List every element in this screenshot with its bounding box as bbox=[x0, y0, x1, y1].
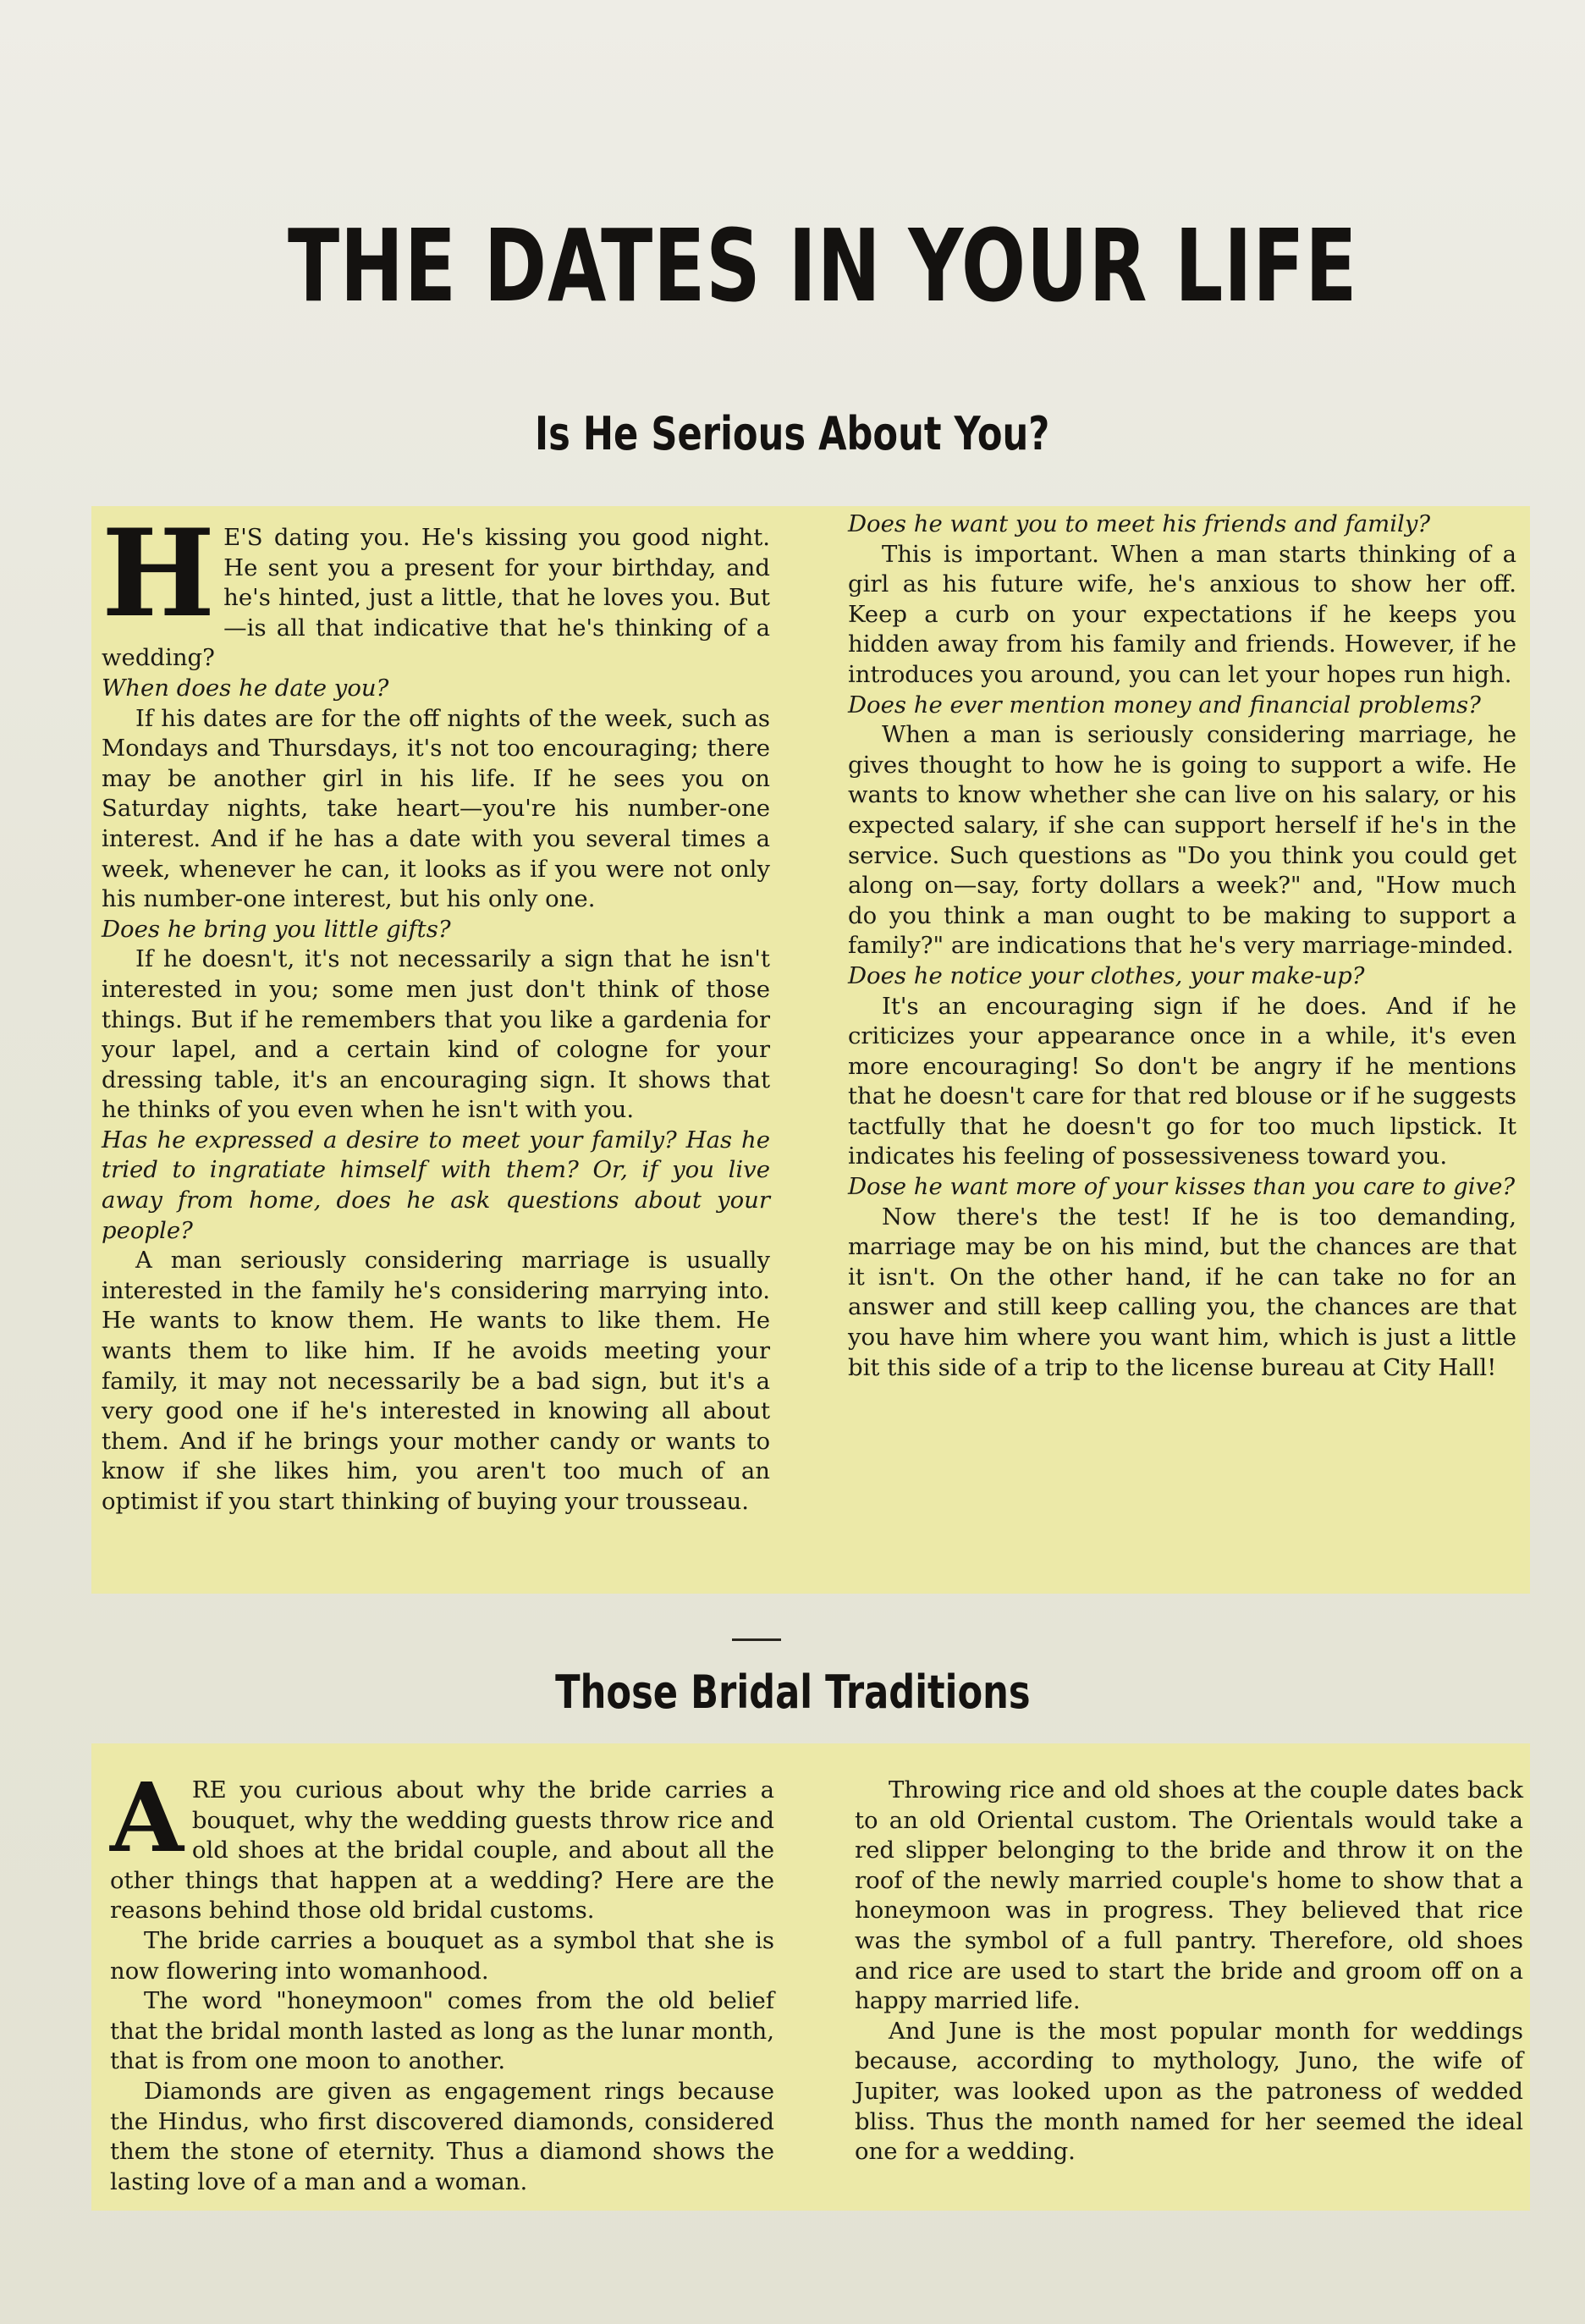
drop-cap: H bbox=[102, 504, 216, 644]
article-2-column-left bbox=[110, 1763, 774, 2197]
paragraph: The bride carries a bouquet as a symbol that she is now flowering into womanhood. bbox=[110, 1926, 774, 1985]
paragraph: Throwing rice and old shoes at the couple dates back to an old Oriental custom. The Orientals would take a red slipper belonging to the bride and throw it on the roof of the newly married couple's home to show that a honeymoon was in progress. They believed that rice was the symbol of a full pantry. Therefore, old shoes and rice are used to start the bride and groom off on a happy married life. bbox=[855, 1776, 1523, 2015]
paragraph: Diamonds are given as engagement rings because the Hindus, who first discovered diamonds, considered them the stone of eternity. Thus a diamond shows the lasting love of a man and a woman. bbox=[110, 2077, 774, 2195]
paragraph: If his dates are for the off nights of the week, such as Mondays and Thursdays, it's not too encouraging; there may be another girl in his life. If he sees you on Saturday nights, take heart—you're his number-one interest. And if he has a date with you several times a week, whenever he can, it looks as if you were not only his number-one interest, but his only one. bbox=[102, 704, 770, 913]
paragraph: And June is the most popular month for weddings because, according to mythology, Juno, the wife of Jupiter, was looked upon as the patroness of wedded bliss. Thus the month named for her seemed the ideal one for a wedding. bbox=[855, 2017, 1523, 2166]
section-divider bbox=[732, 1638, 781, 1641]
question-heading: Does he ever mention money and financial problems? bbox=[848, 691, 1481, 719]
question-heading: When does he date you? bbox=[102, 674, 389, 702]
question-heading: Has he expressed a desire to meet your family? Has he tried to ingratiate himself with them? Or, if you live away from home, does he ask questions about your people? bbox=[102, 1126, 770, 1244]
article-2-title: Those Bridal Traditions bbox=[554, 1666, 1031, 1719]
paragraph: It's an encouraging sign if he does. And if he criticizes your appearance once in a while, it's even more encouraging! So don't be angry if he mentions that he doesn't care for that red blouse or if he suggests tactfully that he doesn't go for too much lipstick. It indicates his feeling of possessiveness toward you. bbox=[848, 992, 1516, 1170]
article-1-column-left bbox=[102, 504, 770, 1517]
article-2-intro: ARE you curious about why the bride carries a bouquet, why the wedding guests throw rice and old shoes at the bridal couple, and about all the other things that happen at a wedding? Here are the reasons behind those old bridal customs. bbox=[110, 1763, 774, 1925]
paragraph: The word "honeymoon" comes from the old belief that the bridal month lasted as long as the lunar month, that is from one moon to another. bbox=[110, 1987, 774, 2075]
page-title: THE DATES IN YOUR LIFE bbox=[288, 207, 1358, 324]
question-heading: Dose he want more of your kisses than you care to give? bbox=[848, 1173, 1516, 1201]
article-1-title: Is He Serious About You? bbox=[535, 407, 1050, 460]
question-heading: Does he want you to meet his friends and family? bbox=[848, 510, 1431, 537]
paragraph: A man seriously considering marriage is usually interested in the family he's considering marrying into. He wants to know them. He wants to like them. He wants them to like him. If he avoids meeting your family, it may not necessarily be a bad sign, but it's a very good one if he's interested in knowing all about them. And if he brings your mother candy or wants to know if she likes him, you aren't too much of an optimist if you start thinking of buying your trousseau. bbox=[102, 1247, 770, 1515]
drop-cap: A bbox=[110, 1763, 184, 1874]
article-2-column-right bbox=[855, 1776, 1523, 2167]
question-heading: Does he bring you little gifts? bbox=[102, 915, 451, 943]
question-heading: Does he notice your clothes, your make-up? bbox=[848, 961, 1365, 989]
paragraph: Now there's the test! If he is too demanding, marriage may be on his mind, but the chances are that it isn't. On the other hand, if he can take no for an answer and still keep calling you, the chances are that you have him where you want him, which is just a little bit this side of a trip to the license bureau at City Hall! bbox=[848, 1203, 1516, 1381]
article-1-intro: H E'S dating you. He's kissing you good night. He sent you a present for your birthday, and he's hinted, just a little, that he loves you. But—is all that indicative that he's thinking of a wedding? bbox=[102, 504, 770, 672]
paragraph: When a man is seriously considering marriage, he gives thought to how he is going to support a wife. He wants to know whether she can live on his salary, or his expected salary, if she can support herself if he's in the service. Such questions as "Do you think you could get along on—say, forty dollars a week?" and, "How much do you think a man ought to be making to support a family?" are indications that he's very marriage-minded. bbox=[848, 721, 1516, 960]
paragraph: If he doesn't, it's not necessarily a sign that he isn't interested in you; some men just don't think of those things. But if he remembers that you like a gardenia for your lapel, and a certain kind of cologne for your dressing table, it's an encouraging sign. It shows that he thinks of you even when he isn't with you. bbox=[102, 945, 770, 1124]
paragraph: This is important. When a man starts thinking of a girl as his future wife, he's anxious to show her off. Keep a curb on your expectations if he keeps you hidden away from his family and friends. However, if he introduces you around, you can let your hopes run high. bbox=[848, 540, 1516, 688]
article-1-column-right bbox=[848, 509, 1516, 1383]
